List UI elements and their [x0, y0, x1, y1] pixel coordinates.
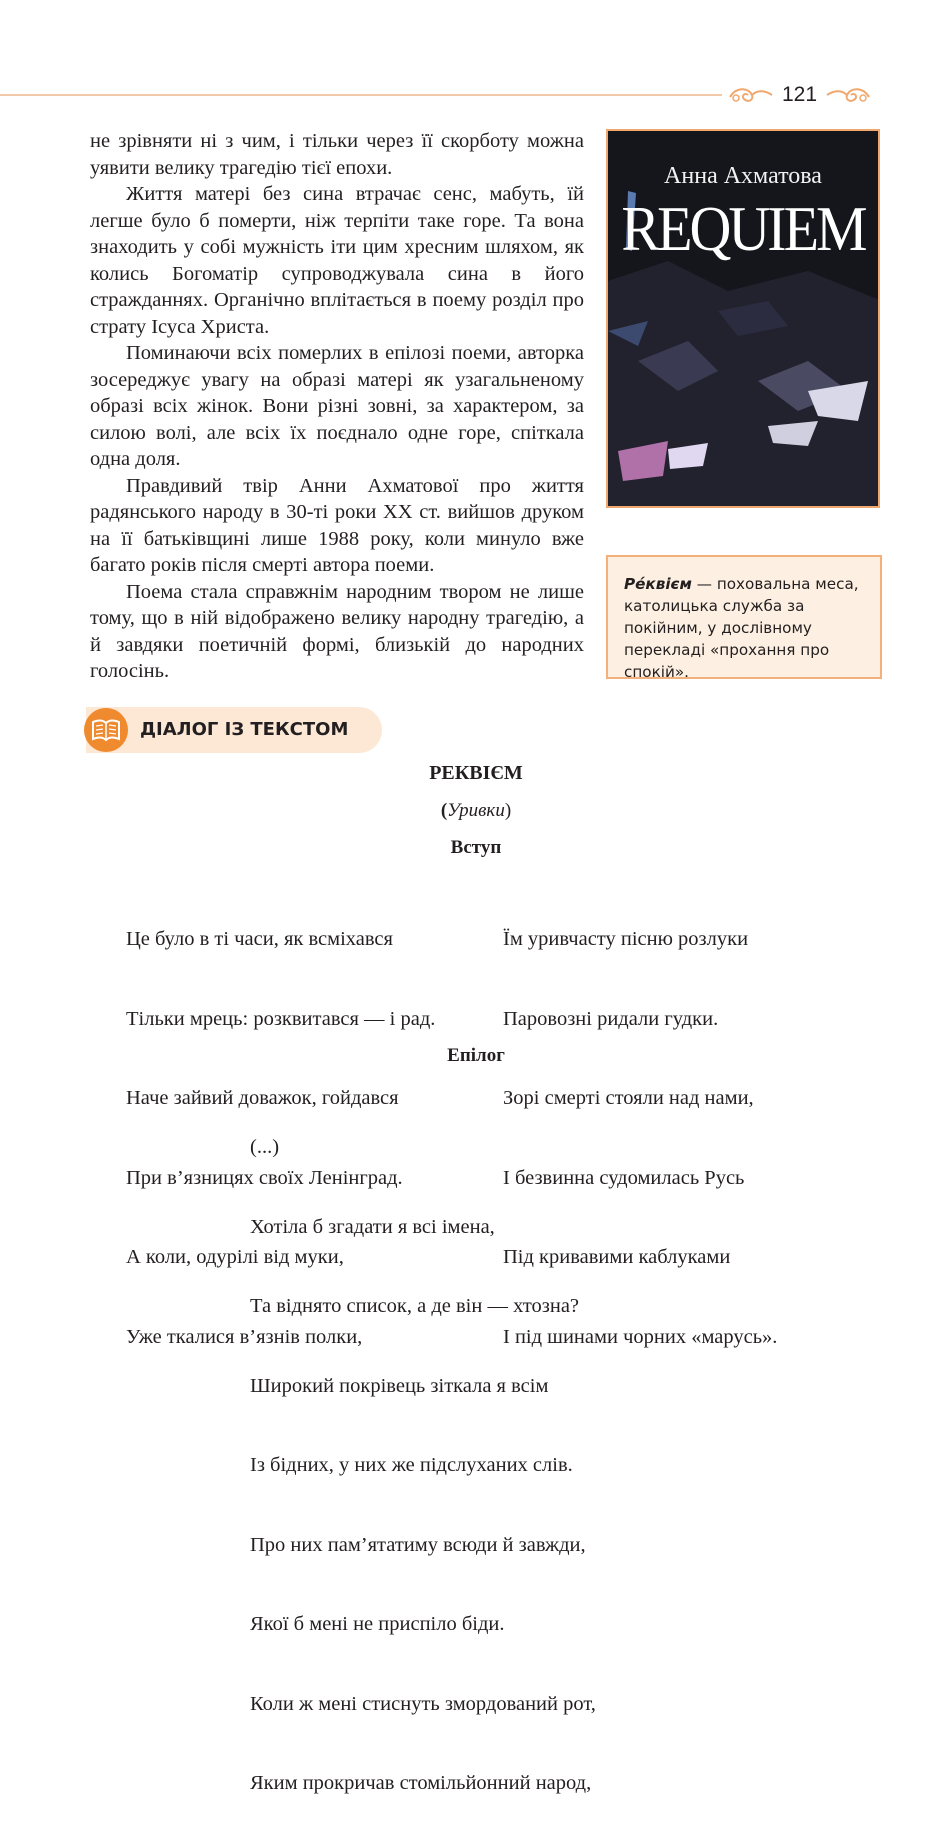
- verse-line: Із бідних, у них же підслуханих слів.: [250, 1454, 573, 1476]
- paren-close: ): [504, 800, 512, 821]
- cover-title: REQUIEM: [621, 192, 865, 265]
- verse-line: Уже ткалися в’язнів полки,: [126, 1325, 363, 1348]
- verse-line: А коли, одурілі від муки,: [126, 1246, 344, 1268]
- verse-line: Коли ж мені стиснуть змордований рот,: [250, 1692, 596, 1715]
- body-text: [90, 128, 584, 685]
- paragraph: не зрівняти ні з чим, і тільки через її скорботу можна уявити велику трагедію тієї епохи.: [90, 130, 584, 179]
- verse-line: Та віднято список, а де він — хтозна?: [250, 1295, 580, 1317]
- glossary-definition: — поховальна меса, католицька служба за покійним, у дослівному перекладі «прохання про спокій».: [624, 575, 859, 681]
- verse-line: Наче зайвий доважок, гойдався: [126, 1087, 399, 1109]
- verse-line: Це було в ті часи, як всміхався: [126, 928, 393, 950]
- epilogue-stanza: [250, 1081, 596, 1823]
- paragraph: Поминаючи всіх померлих в епілозі поеми, авторка зосереджує увагу на образі матері як узагальненому образі всіх жінок. Вони різні зовні, за характером, за силою волі, але всіх їх поєднало одне горе, спіткала одна доля.: [90, 342, 584, 470]
- paragraph: Життя матері без сина втрачає сенс, мабуть, їй легше було б померти, ніж терпіти таке горе. Та вона знаходить у собі мужність іти цим хресним шляхом, як колись Богоматір супроводжувала сина в його стражданнях. Органічно вплітається в поему розділ про страту Ісуса Христа.: [90, 183, 584, 338]
- right-flourish-icon: [825, 83, 873, 107]
- poem-title: РЕКВІЄМ: [429, 762, 523, 784]
- verse-line: Тільки мрець: розквитався — і рад.: [126, 1007, 436, 1030]
- verse-line: Про них пам’ятатиму всюди й завжди,: [250, 1533, 586, 1556]
- verse-line: При в’язницях своїх Ленінград.: [126, 1166, 403, 1189]
- left-flourish-icon: [726, 83, 774, 107]
- header-rule: [0, 94, 722, 96]
- open-book-icon: [84, 708, 128, 752]
- verse-line: Яким прокричав стомільйонний народ,: [250, 1772, 592, 1794]
- cover-author: Анна Ахматова: [664, 163, 822, 189]
- verse-line: І під шинами чорних «марусь».: [503, 1325, 778, 1348]
- verse-line: Під кривавими каблуками: [503, 1246, 731, 1268]
- verse-line: Широкий покрівець зіткала я всім: [250, 1374, 549, 1397]
- paragraph: Правдивий твір Анни Ахматової про життя радянського народу в 30-ті роки XX ст. вийшов друком на її батьківщині лише 1988 року, коли минуло вже багато років після смерті автора поеми.: [90, 474, 584, 576]
- intro-heading: Вступ: [450, 837, 502, 858]
- poem-subtitle: [0, 800, 952, 822]
- verse-line: Їм уривчасту пісню розлуки: [503, 928, 749, 950]
- paren-open: (: [440, 800, 448, 821]
- verse-line: Якої б мені не приспіло біди.: [250, 1613, 505, 1635]
- book-cover-image: [606, 129, 880, 508]
- glossary-term: Ре́квієм: [624, 575, 692, 593]
- verse-line: Зорі смерті стояли над нами,: [503, 1087, 754, 1109]
- page-number: 121: [782, 83, 818, 106]
- subtitle-text: Уривки: [447, 800, 505, 821]
- paragraph: Поема стала справжнім народним твором не лише тому, що в ній відображено велику народну трагедію, а й завдяки поетичній формі, близькій до народних голосінь.: [90, 580, 584, 682]
- epilogue-heading: Епілог: [447, 1045, 505, 1066]
- verse-line: Хотіла б згадати я всі імена,: [250, 1215, 495, 1238]
- page-header: [726, 80, 896, 110]
- verse-line: (...): [250, 1136, 280, 1158]
- verse-line: І безвинна судомилась Русь: [503, 1166, 745, 1189]
- dialog-heading: ДІАЛОГ ІЗ ТЕКСТОМ: [140, 719, 349, 740]
- glossary-box: [606, 555, 882, 679]
- verse-line: Паровозні ридали гудки.: [503, 1007, 719, 1030]
